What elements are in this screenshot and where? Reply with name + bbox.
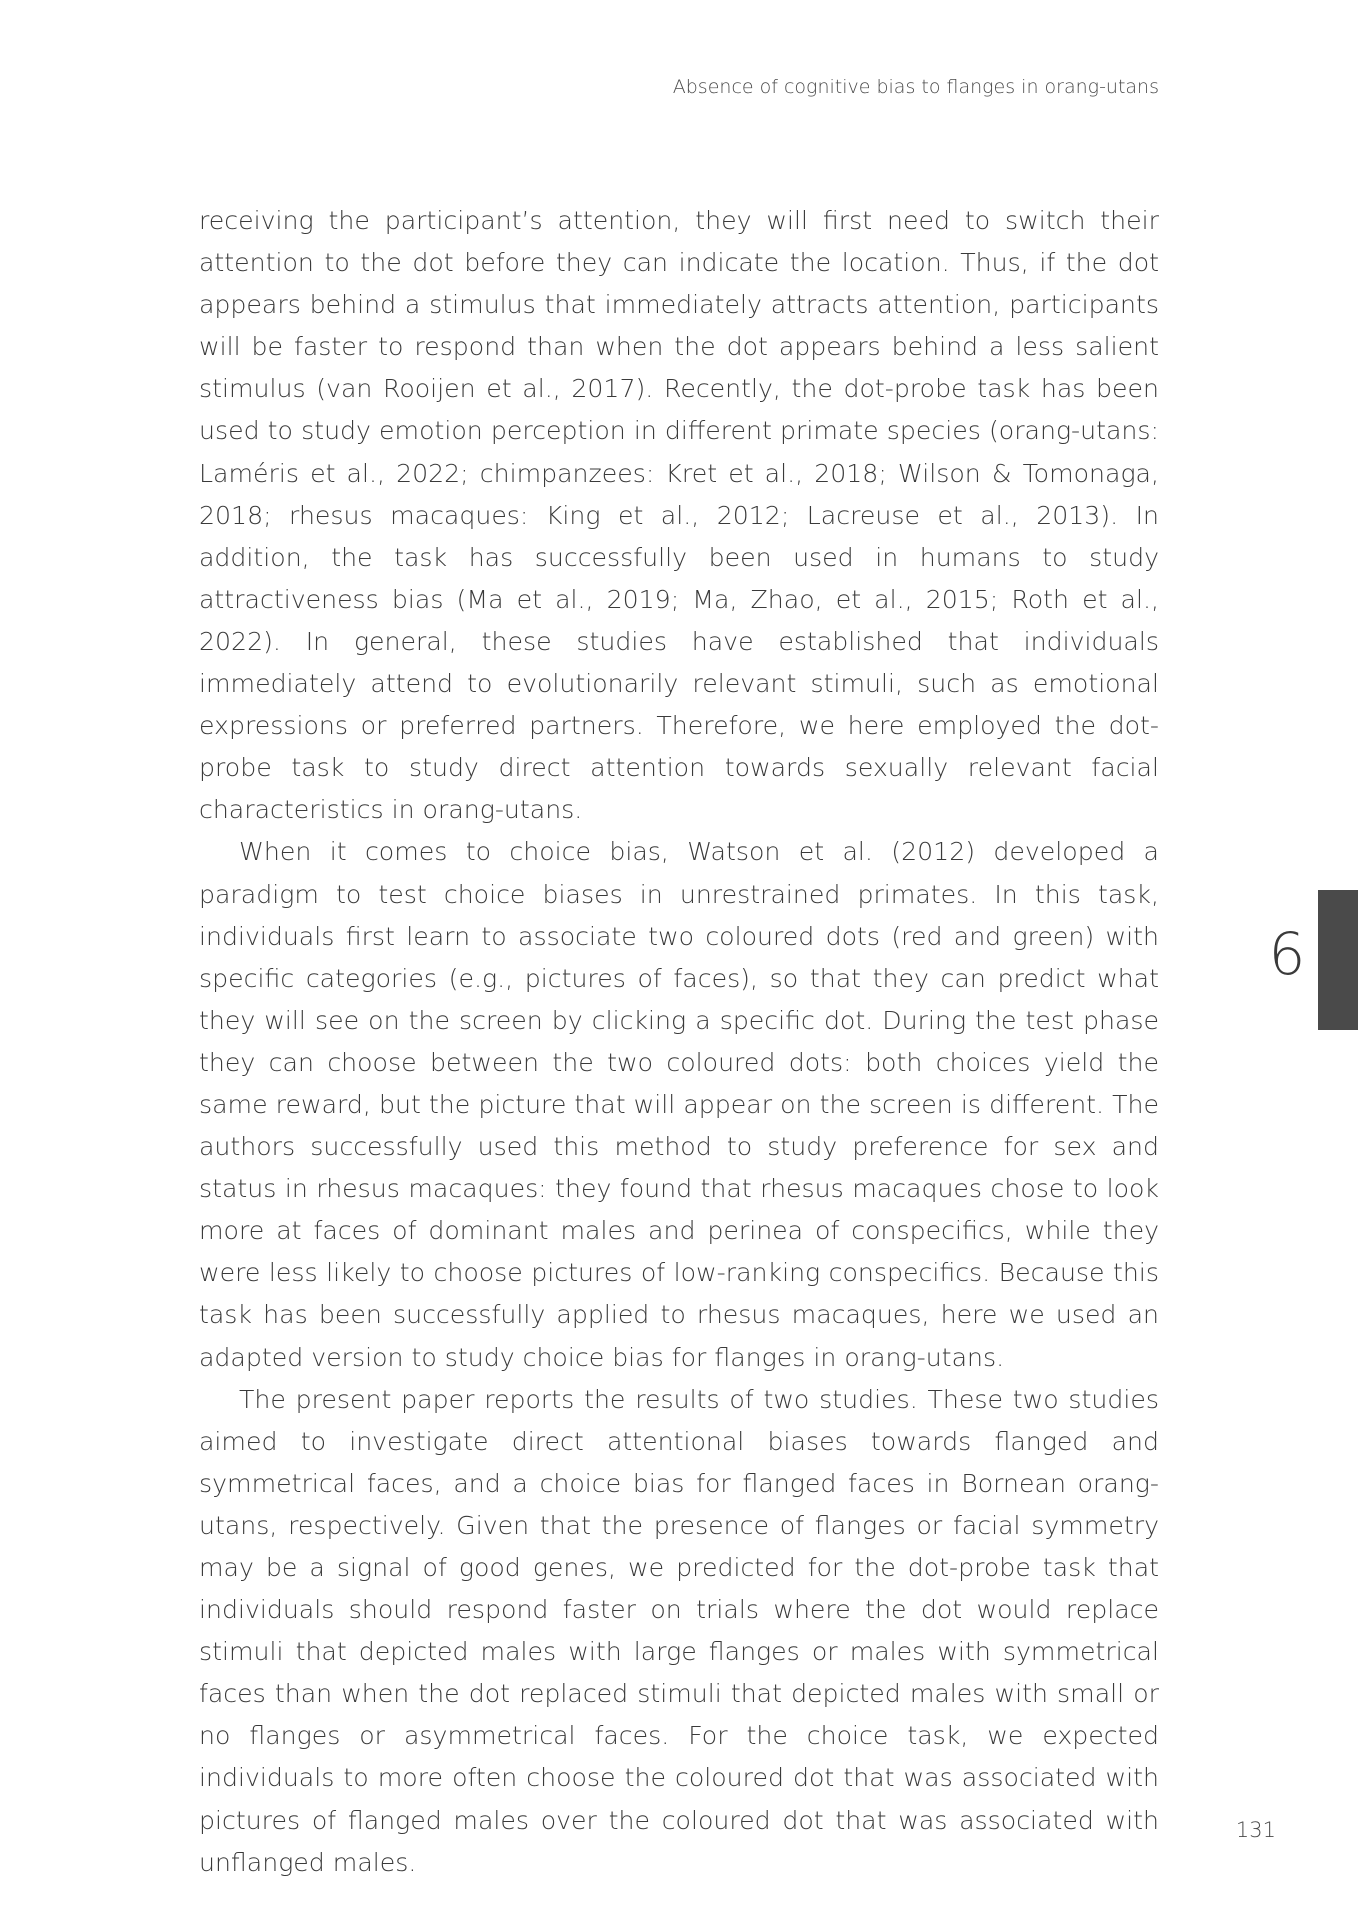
paragraph-present-paper: The present paper reports the results of two studies. These two studies aimed to investigate direct attentional biases towards flanged and symmetrical faces, and a choice bias for flanged faces in Bornean orang-utans, respectively. Given that the presence of flanges or facial symmetry may be a signal of good genes, we predicted for the dot-probe task that individuals should respond faster on trials where the dot would replace stimuli that depicted males with large flanges or males with symmetrical faces than when the dot replaced stimuli that depicted males with small or no flanges or asymmetrical faces. For the choice task, we expected individuals to more often choose the coloured dot that was associated with pictures of flanged males over the coloured dot that was associated with unflanged males. [199,1384,1159,1877]
chapter-number: 6 [1268,920,1306,988]
paragraph-choice-bias: When it comes to choice bias, Watson et al. (2012) developed a paradigm to test choice biases in unrestrained primates. In this task, individuals first learn to associate two coloured dots (red and green) with specific categories (e.g., pictures of faces), so that they can predict what they will see on the screen by clicking a specific dot. During the test phase they can choose between the two coloured dots: both choices yield the same reward, but the picture that will appear on the screen is different. The authors successfully used this method to study preference for sex and status in rhesus macaques: they found that rhesus macaques chose to look more at faces of dominant males and perinea of conspecifics, while they were less likely to choose pictures of low-ranking conspecifics. Because this task has been successfully applied to rhesus macaques, here we used an adapted version to study choice bias for flanges in orang-utans. [199,837,1159,1372]
page-number: 131 [1235,1818,1276,1842]
paragraph-continuation: receiving the participant’s attention, they will first need to switch their attention to the dot before they can indicate the location. Thus, if the dot appears behind a stimulus that immediately attracts attention, participants will be faster to respond than when the dot appears behind a less salient stimulus (van Rooijen et al., 2017). Recently, the dot-probe task has been used to study emotion perception in different primate species (orang-utans: Laméris et al., 2022; chimpanzees: Kret et al., 2018; Wilson & Tomonaga, 2018; rhesus macaques: King et al., 2012; Lacreuse et al., 2013). In addition, the task has successfully been used in humans to study attractiveness bias (Ma et al., 2019; Ma, Zhao, et al., 2015; Roth et al., 2022). In general, these studies have established that individuals immediately attend to evolutionarily relevant stimuli, such as emotional expressions or preferred partners. Therefore, we here employed the dot-probe task to study direct attention towards sexually relevant facial characteristics in orang-utans. [199,206,1159,825]
chapter-tab-marker [1318,890,1358,1030]
body-text [199,200,1159,1884]
running-header: Absence of cognitive bias to flanges in orang-utans [672,76,1159,98]
